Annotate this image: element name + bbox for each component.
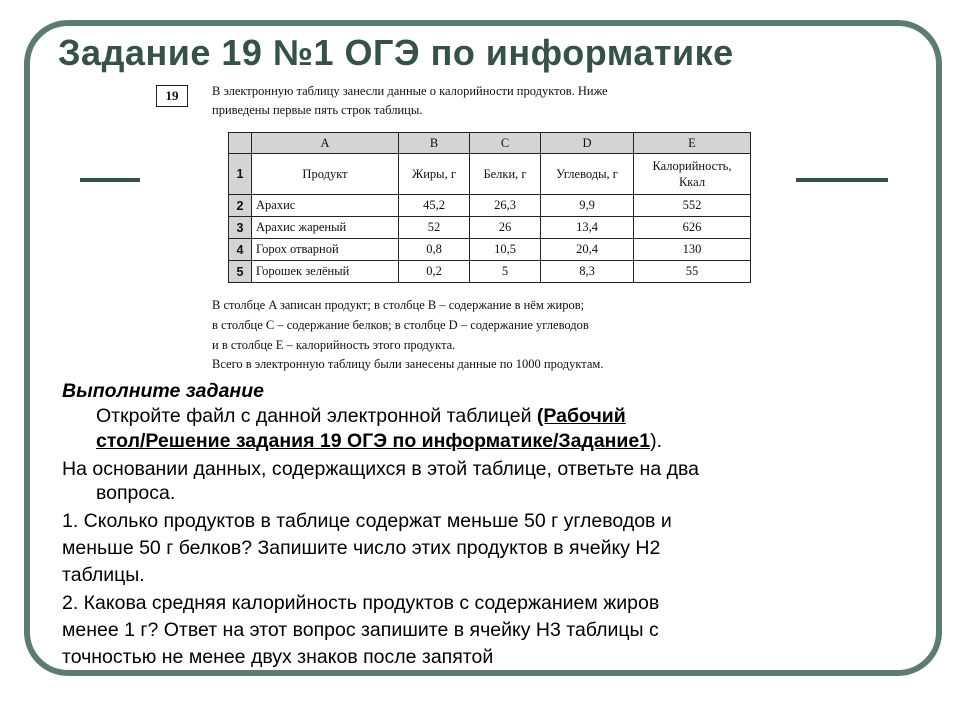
table-cell: 9,9 <box>541 195 634 217</box>
question-2-line-1: 2. Какова средняя калорийность продуктов с содержанием жиров <box>62 592 660 614</box>
column-header-d: D <box>541 133 634 154</box>
decor-line-right <box>796 178 888 182</box>
table-cell: Продукт <box>252 154 399 195</box>
open-file-line <box>96 405 626 428</box>
table-cell: 0,8 <box>399 239 470 261</box>
row-number: 5 <box>229 261 252 283</box>
file-path-part-1: (Рабочий <box>536 405 626 427</box>
scan-intro-line-2: приведены первые пять строк таблицы. <box>212 103 423 117</box>
scan-desc-line-2: в столбце C – содержание белков; в столбце D – содержание углеводов <box>212 318 589 332</box>
row-number: 1 <box>229 154 252 195</box>
table-cell: 52 <box>399 217 470 239</box>
table-cell: 55 <box>634 261 751 283</box>
table-cell: Горох отварной <box>252 239 399 261</box>
table-row <box>229 195 751 217</box>
column-header-a: A <box>252 133 399 154</box>
scan-intro-line-1: В электронную таблицу занесли данные о калорийности продуктов. Ниже <box>212 84 608 98</box>
table-cell: 626 <box>634 217 751 239</box>
open-file-text: Откройте файл с данной электронной таблицей <box>96 405 537 427</box>
table-cell: Арахис <box>252 195 399 217</box>
task-scan-image <box>150 80 770 380</box>
question-2-line-2: менее 1 г? Ответ на этот вопрос запишите в ячейку H3 таблицы с <box>62 619 659 641</box>
slide-title: Задание 19 №1 ОГЭ по информатике <box>58 32 734 73</box>
question-1-line-1: 1. Сколько продуктов в таблице содержат меньше 50 г углеводов и <box>62 510 672 532</box>
question-1-line-2: меньше 50 г белков? Запишите число этих продуктов в ячейку H2 <box>62 537 661 559</box>
questions-intro-line-2: вопроса. <box>96 482 176 504</box>
table-cell: Горошек зелёный <box>252 261 399 283</box>
column-header-b: B <box>399 133 470 154</box>
table-row <box>229 261 751 283</box>
table-cell: 10,5 <box>470 239 541 261</box>
table-cell: 0,2 <box>399 261 470 283</box>
table-cell: Белки, г <box>470 154 541 195</box>
task-heading: Выполните задание <box>62 380 264 402</box>
table-cell: 26 <box>470 217 541 239</box>
scan-desc-line-4: Всего в электронную таблицу были занесены данные по 1000 продуктам. <box>212 357 604 371</box>
scan-desc-line-1: В столбце A записан продукт; в столбце B – содержание в нём жиров; <box>212 298 585 312</box>
table-row <box>229 239 751 261</box>
task-number-box: 19 <box>156 85 188 107</box>
decor-line-left <box>80 178 140 182</box>
table-cell: Арахис жареный <box>252 217 399 239</box>
questions-intro-line-1: На основании данных, содержащихся в этой таблице, ответьте на два <box>62 458 699 480</box>
file-path-suffix: ). <box>650 430 663 452</box>
table-cell: 20,4 <box>541 239 634 261</box>
column-header-e: E <box>634 133 751 154</box>
table-cell: Калорийность, Ккал <box>634 154 751 195</box>
table-row <box>229 154 751 195</box>
table-cell: 5 <box>470 261 541 283</box>
column-header-row <box>229 133 751 154</box>
question-1-line-3: таблицы. <box>62 564 145 586</box>
table-row <box>229 217 751 239</box>
column-header-c: C <box>470 133 541 154</box>
scan-desc-line-3: и в столбце E – калорийность этого продукта. <box>212 338 456 352</box>
table-cell: Жиры, г <box>399 154 470 195</box>
table-cell: 130 <box>634 239 751 261</box>
file-path-line <box>96 430 662 453</box>
table-cell: 8,3 <box>541 261 634 283</box>
table-cell: Углеводы, г <box>541 154 634 195</box>
row-number: 3 <box>229 217 252 239</box>
corner-cell <box>229 133 252 154</box>
file-path-part-2: стол/Решение задания 19 ОГЭ по информатике/Задание1 <box>96 430 651 452</box>
table-cell: 26,3 <box>470 195 541 217</box>
table-cell: 13,4 <box>541 217 634 239</box>
question-2-line-3: точностью не менее двух знаков после запятой <box>62 646 494 668</box>
spreadsheet-table <box>228 132 751 283</box>
row-number: 2 <box>229 195 252 217</box>
row-number: 4 <box>229 239 252 261</box>
table-cell: 552 <box>634 195 751 217</box>
table-cell: 45,2 <box>399 195 470 217</box>
